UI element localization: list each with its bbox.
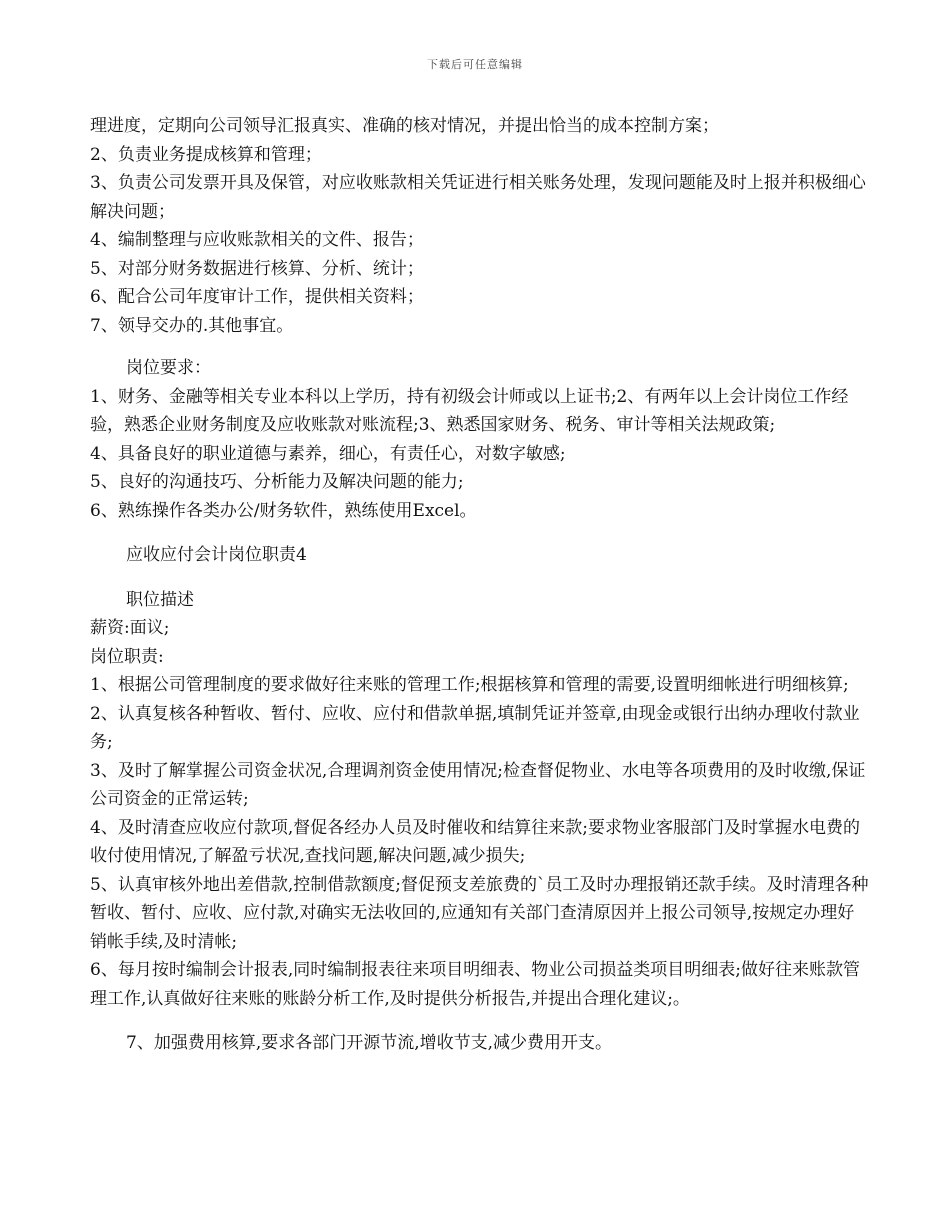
paragraph: 1、财务、金融等相关专业本科以上学历，持有初级会计师或以上证书;2、有两年以上会计岗位工作经验，熟悉企业财务制度及应收账款对账流程;3、熟悉国家财务、税务、审计等相关法规政策;: [90, 386, 849, 435]
paragraph: 4、编制整理与应收账款相关的文件、报告；: [90, 230, 424, 250]
duties-heading: 岗位职责:: [90, 646, 164, 667]
document-body: [90, 112, 870, 1058]
page-header: 下载后可任意编辑: [427, 58, 523, 71]
requirements-heading: 岗位要求：: [126, 358, 211, 378]
paragraph: 3、及时了解掌握公司资金状况,合理调剂资金使用情况;检查督促物业、水电等各项费用的及时收缴,保证公司资金的正常运转;: [90, 760, 866, 809]
paragraph: 3、负责公司发票开具及保管，对应收账款相关凭证进行相关账务处理，发现问题能及时上报并积极细心解决问题；: [90, 173, 866, 222]
paragraph: 4、及时清查应收应付款项,督促各经办人员及时催收和结算往来款;要求物业客服部门及时掌握水电费的收付使用情况,了解盈亏状况,查找问题,解决问题,减少损失;: [90, 817, 860, 866]
paragraph: 2、认真复核各种暂收、暂付、应收、应付和借款单据,填制凭证并签章,由现金或银行出纳办理收付款业务;: [90, 703, 860, 752]
paragraph: 7、加强费用核算,要求各部门开源节流,增收节支,减少费用开支。: [126, 1033, 613, 1053]
paragraph: 4、具备良好的职业道德与素养，细心，有责任心，对数字敏感;: [90, 443, 566, 464]
paragraph: 理进度，定期向公司领导汇报真实、准确的核对情况，并提出恰当的成本控制方案；: [90, 116, 719, 136]
salary-line: 薪资:面议;: [90, 618, 170, 638]
paragraph: 2、负责业务提成核算和管理；: [90, 144, 322, 165]
paragraph: 1、根据公司管理制度的要求做好往来账的管理工作;根据核算和管理的需要,设置明细帐进行明细核算;: [90, 675, 849, 695]
paragraph: 7、领导交办的.其他事宜。: [90, 315, 294, 336]
paragraph: 6、熟练操作各类办公/财务软件，熟练使用Excel。: [90, 500, 477, 521]
paragraph: 6、配合公司年度审计工作，提供相关资料；: [90, 287, 424, 307]
paragraph: 5、对部分财务数据进行核算、分析、统计；: [90, 258, 424, 279]
paragraph: 5、认真审核外地出差借款,控制借款额度;督促预支差旅费的`员工及时办理报销还款手续。及时清理各种暂收、暂付、应收、应付款,对确实无法收回的,应通知有关部门查清原因并上报公司领导,按规定办理好销帐手续,及时清帐;: [90, 874, 869, 952]
paragraph: 6、每月按时编制会计报表,同时编制报表往来项目明细表、物业公司损益类项目明细表;做好往来账款管理工作,认真做好往来账的账龄分析工作,及时提供分析报告,并提出合理化建议;。: [90, 960, 860, 1009]
job-description-heading: 职位描述: [126, 589, 194, 610]
section-title: 应收应付会计岗位职责4: [126, 545, 307, 565]
paragraph: 5、良好的沟通技巧、分析能力及解决问题的能力;: [90, 472, 464, 492]
